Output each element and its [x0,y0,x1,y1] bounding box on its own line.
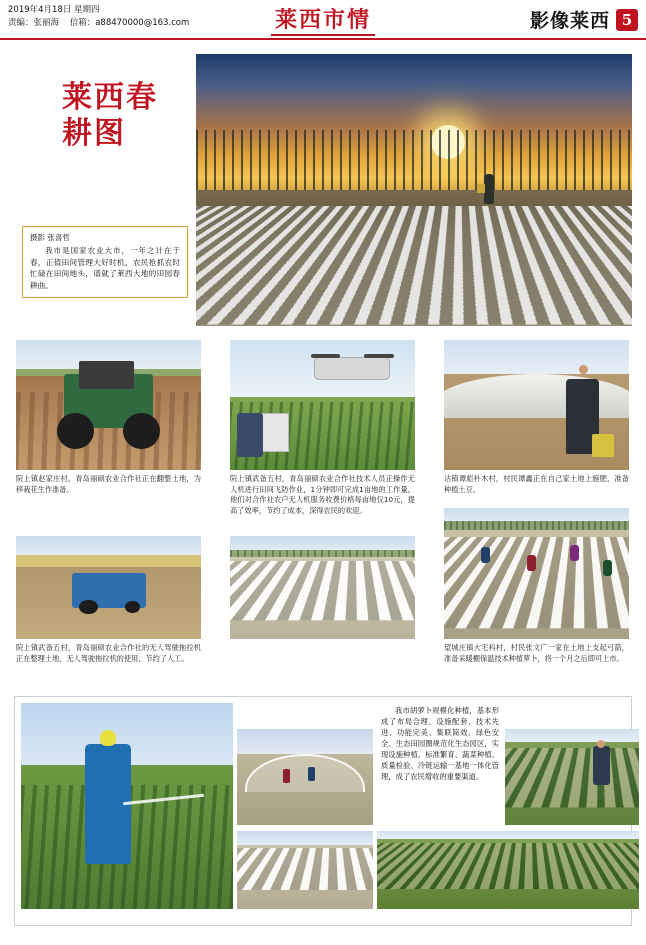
photo-grid [16,340,630,690]
photo-carrot-seedling-rows [377,831,639,909]
caption-4: 院上镇武备五村，青岛丽硕农业合作社的无人驾驶拖拉机正在整理土地，无人驾驶拖拉机的使用，节约了人工。 [16,643,201,663]
top-section [0,46,646,336]
photo-mulch-film-field [230,536,415,639]
photo-plastic-film-rows [237,831,373,909]
masthead [0,0,646,40]
bottom-article-text: 我市胡萝卜规模化种植，基本形成了布局合理、设施配套、技术先进、功能完美、集联简效、绿色安全、生态田园圈规范化生态园区，实现设施种植、标准繁育、蔬菜种植、质量检验、冷链运输一基地一体化管理，成了农民增收的重要渠道。 [381,706,499,781]
bottom-panel [14,696,632,926]
grid-cell-1 [16,340,201,495]
control-stand [260,413,290,452]
date-line: 2019年4月18日 星期四 [8,5,100,15]
grid-cell-5 [230,536,415,643]
worker-figure [570,545,579,561]
fertilizer-bucket [592,434,614,457]
worker-figure [603,560,612,576]
drone [315,358,389,379]
lead-paragraph: 我市是国家农业大市，一年之计在于春，正值田间管理大好时机，农民抢抓农时忙碌在田间地头，谱就了莱西大地的田园春耕曲。 [30,246,180,290]
grid-cell-4 [16,536,201,664]
photo-wheat-tractor-seeding [16,536,201,639]
worker-figure [283,769,290,783]
worker-figure [481,547,490,563]
section-header [530,6,638,33]
farmer-figure [593,746,609,784]
photo-tunnel-greenhouse-workers [237,729,373,825]
grid-cell-3 [444,340,629,495]
grid-cell-2 [230,340,415,516]
lead-box [22,226,188,298]
tractor-cab [79,361,135,390]
plastic-film-rows [230,561,415,621]
worker-figure [308,767,315,781]
photo-woman-watering-crops [21,703,233,909]
caption-2: 院上镇武备五村，青岛丽硕农业合作社技术人员正操作无人机进行田间飞防作业，1分钟即可完成1亩地的工作量，他们对合作社农户无人机服务收费价格每亩地仅10元，提高了效率，节约了成本，深得农民的欢迎。 [230,474,415,515]
photo-sunset-field-spraying [196,54,632,326]
worker-figure [527,555,536,571]
photo-workers-on-ridges [444,508,629,639]
photo-credit: 摄影 张喜哲 [30,233,70,242]
page-number-badge: 5 [616,9,638,31]
photo-tractor-tilling [16,340,201,470]
film-rows [237,848,373,890]
caption-1: 院上镇赵家庄村，青岛丽硕农业合作社正在翻整土地，为移栽花生作准备。 [16,474,201,494]
paper-title: 莱西市情 [275,3,371,34]
photo-greenhouse-farmer [444,340,629,470]
greenhouse-tunnel [444,374,629,418]
contact-label: 信箱：a88470000@163.com [69,18,190,28]
mulch-furrows [196,206,632,324]
tractor-body [72,573,146,608]
grid-cell-6 [444,508,629,664]
tractor-wheel-left [57,413,94,449]
caption-6: 望城庄镇大宅科村，村民张文广一家在土地上支起弓箭，准备采暖棚保温技术种植萝卜，将一个月之后即可上市。 [444,643,629,663]
section-title: 影像莱西 [529,10,610,32]
operator-figure [237,413,263,457]
editor-label: 责编：张丽海 [8,18,60,28]
photo-farmer-in-green-rows [505,729,639,825]
farmer-figure [484,174,494,204]
page-title: 莱西春耕图 [62,80,158,151]
photo-drone-spraying-wheat [230,340,415,470]
caption-3: 沽镇谭彪朴木村，村民谭鑫正在自己家土地上施肥，准备种植土豆。 [444,474,629,494]
